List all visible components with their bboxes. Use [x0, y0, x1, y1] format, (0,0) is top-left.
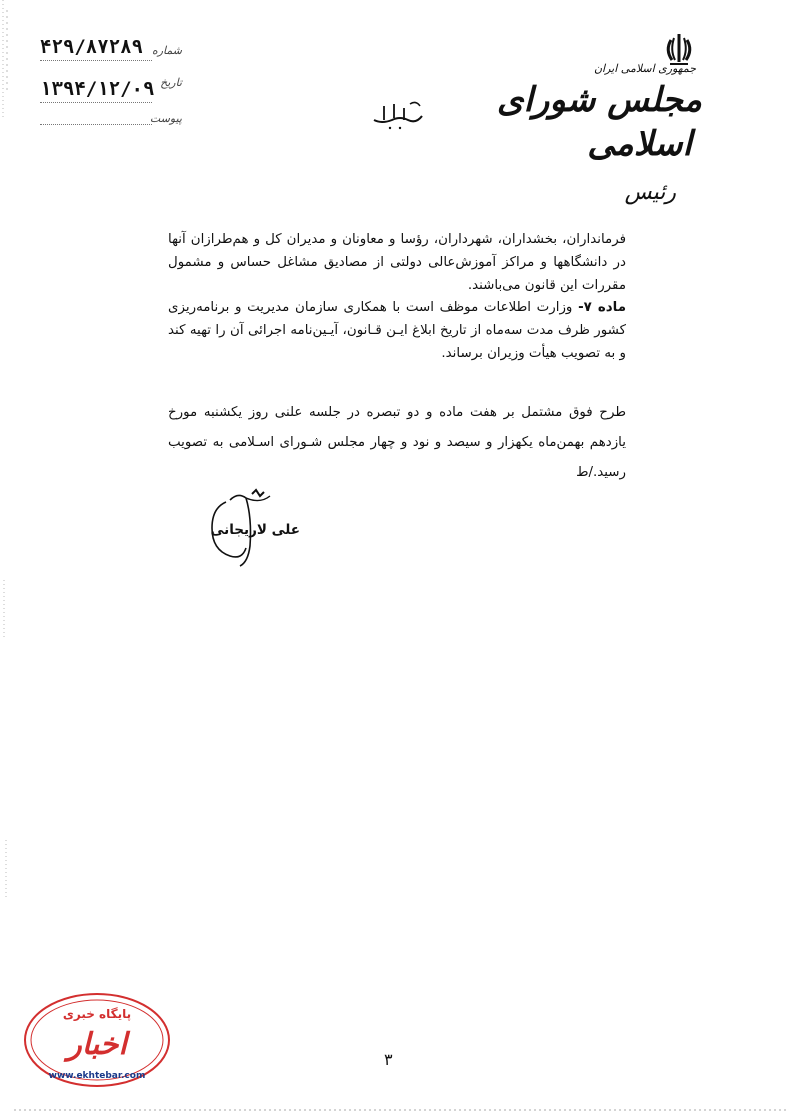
watermark-brand: اخبار: [67, 1027, 127, 1062]
ekhtebar-watermark-stamp: [22, 990, 172, 1090]
number-underline: [40, 60, 152, 61]
letter-date-label: تاریخ: [160, 76, 182, 89]
date-underline: [40, 102, 152, 103]
scan-edge-bottom: [14, 1104, 788, 1116]
org-country: جمهوری اسلامی ایران: [593, 62, 696, 75]
body-paragraph-1: فرمانداران، بخشداران، شهرداران، رؤسا و معاونان و مدیران کل و هم‌طرازان آنها در دانشگاهها و مراکز آموزش‌عالی دولتی از مصادیق مشاغل حساس و مشمول مقررات این قانون می‌باشند.: [168, 232, 626, 293]
letter-number: ۴۲۹/۸۷۲۸۹: [40, 36, 143, 58]
letter-number-label: شماره: [151, 44, 182, 57]
watermark-url: www.ekhtebar.com: [48, 1071, 146, 1081]
org-name-line1: مجلس شورای: [496, 80, 702, 120]
article-text: وزارت اطلاعات موظف است با همکاری سازمان مدیریت و برنامه‌ریزی کشور ظرف مدت سه‌ماه از تاریخ ابلاغ ایـن قـانون، آیـین‌نامه اجرائی آن را تهیه کند و به تصویب هیأت وزیران برساند.: [168, 300, 626, 361]
body-paragraph-2: [168, 296, 626, 365]
letter-date: ۱۳۹۴/۱۲/۰۹: [40, 78, 155, 100]
article-heading: ماده ۷-: [578, 300, 626, 315]
body-paragraph-3: طرح فوق مشتمل بر هفت ماده و دو تبصره در جلسه علنی روز یکشنبه مورخ یازدهم بهمن‌ماه یکهزار و سیصد و نود و چهار مجلس شـورای اسـلامی به تصویب رسید./ط: [168, 405, 626, 480]
besmellah-calligraphy-icon: [370, 98, 426, 132]
org-office: رئیس: [624, 180, 676, 205]
signer-name: علی لاریجانی: [210, 522, 300, 538]
letter-meta: [22, 36, 182, 126]
scan-edge-left: [0, 0, 14, 1117]
watermark-top-text: پایگاه خبری: [62, 1007, 132, 1021]
org-name-line2: اسلامی: [587, 124, 692, 164]
page-number: ۳: [384, 1050, 393, 1069]
attachment-label: پیوست: [149, 112, 182, 125]
attachment-underline: [40, 124, 152, 125]
